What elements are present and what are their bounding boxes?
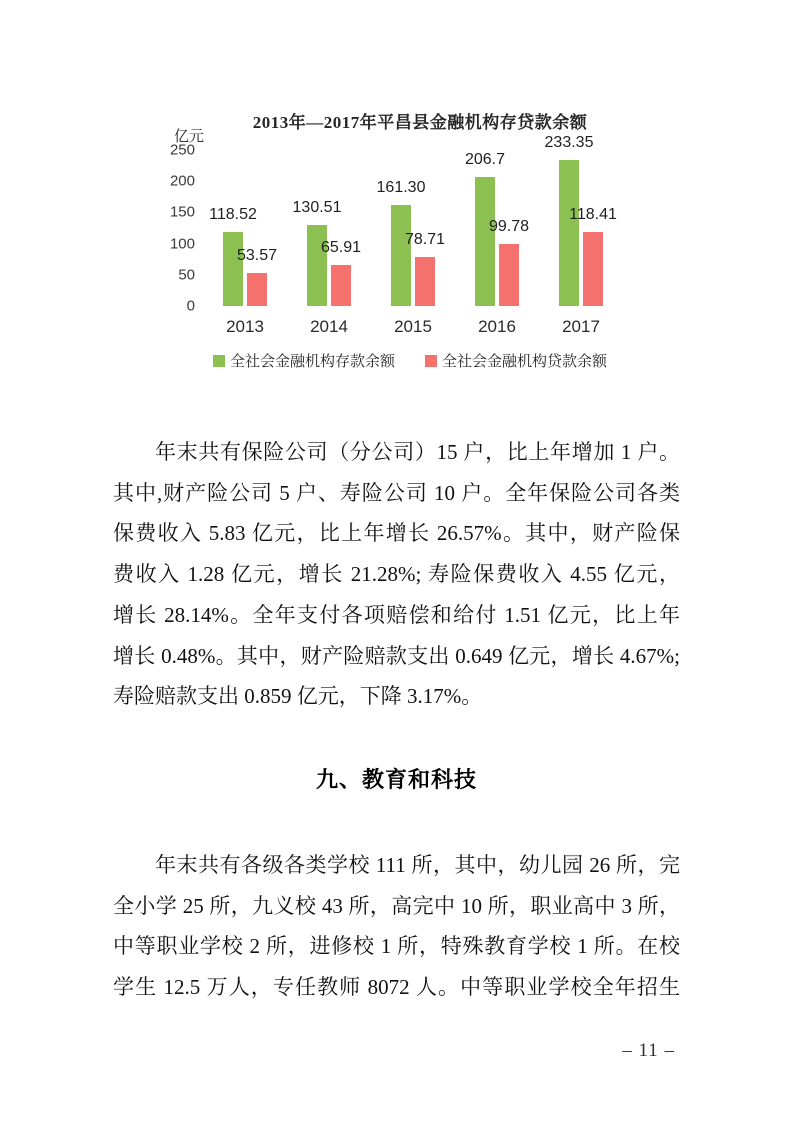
bar-value-label-deposit: 233.35 [544, 134, 594, 152]
y-axis-tick-label: 50 [178, 266, 195, 284]
y-axis-tick-label: 250 [169, 141, 195, 159]
x-axis-category-label: 2013 [226, 317, 264, 336]
text-line: 寿险赔款支出 0.859 亿元，下降 3.17%。 [113, 684, 483, 709]
legend-item [425, 350, 607, 371]
bar-deposit [391, 205, 411, 306]
text-line: 学生 12.5 万人，专任教师 8072 人。中等职业学校全年招生 [113, 975, 680, 1000]
y-axis-tick-label: 100 [169, 235, 195, 253]
bar-loan [415, 257, 435, 306]
legend-series-label: 全社会金融机构存款余额 [229, 354, 395, 370]
text-line: 中等职业学校 2 所，进修校 1 所，特殊教育学校 1 所。在校 [113, 934, 680, 959]
bar-value-label-deposit: 130.51 [292, 198, 342, 216]
text-line: 其中,财产险公司 5 户、寿险公司 10 户。全年保险公司各类 [113, 480, 680, 505]
chart-legend [150, 350, 670, 371]
bar-value-label-loan: 53.57 [236, 246, 278, 264]
bar-value-label-loan: 118.41 [569, 206, 617, 224]
text-line: 年末共有保险公司（分公司）15 户，比上年增加 1 户。 [155, 440, 680, 464]
paragraph-education [113, 845, 680, 1008]
bar-deposit [223, 232, 243, 306]
bar-deposit [307, 225, 327, 306]
text-line: 费收入 1.28 亿元，增长 21.28%; 寿险保费收入 4.55 亿元， [113, 562, 680, 587]
legend-series-label: 全社会金融机构贷款余额 [442, 354, 608, 370]
y-axis-tick-label: 150 [169, 203, 195, 221]
text-line: 全小学 25 所，九义校 43 所，高完中 10 所，职业高中 3 所， [113, 893, 680, 918]
legend-swatch-icon [213, 355, 225, 367]
text-line: 增长 0.48%。其中，财产险赔款支出 0.649 亿元，增长 4.67%; [113, 643, 680, 668]
bar-value-label-deposit: 161.30 [376, 179, 426, 197]
bar-loan [247, 273, 267, 306]
chart-y-unit-label: 亿元 [174, 129, 205, 145]
text-line: 保费收入 5.83 亿元，比上年增长 26.57%。其中，财产险保 [113, 521, 680, 546]
legend-item [213, 350, 395, 371]
chart-title: 2013年—2017年平昌县金融机构存贷款余额 [252, 113, 588, 132]
bar-deposit [475, 177, 495, 306]
text-line: 增长 28.14%。全年支付各项赔偿和给付 1.51 亿元，比上年 [113, 602, 680, 627]
bar-deposit [559, 160, 579, 306]
bar-value-label-loan: 65.91 [320, 238, 362, 256]
y-axis-tick-label: 0 [186, 297, 195, 315]
bar-loan [583, 232, 603, 306]
page-number: – 11 – [622, 1040, 675, 1061]
x-axis-category-label: 2014 [310, 317, 348, 336]
bar-loan [331, 265, 351, 306]
legend-swatch-icon [425, 355, 437, 367]
x-axis-category-label: 2016 [478, 317, 516, 336]
bar-loan [499, 244, 519, 306]
x-axis-category-label: 2015 [394, 317, 432, 336]
bar-value-label-deposit: 206.7 [464, 151, 506, 169]
bar-value-label-loan: 99.78 [488, 217, 530, 235]
deposit-loan-chart [150, 104, 670, 376]
text-line: 年末共有各级各类学校 111 所，其中，幼儿园 26 所，完 [155, 853, 680, 877]
paragraph-insurance [113, 432, 680, 717]
y-axis-tick-label: 200 [169, 172, 195, 190]
section-heading: 九、教育和科技 [315, 767, 477, 792]
bar-value-label-deposit: 118.52 [209, 206, 257, 224]
x-axis-category-label: 2017 [562, 317, 600, 336]
bar-value-label-loan: 78.71 [404, 230, 446, 248]
